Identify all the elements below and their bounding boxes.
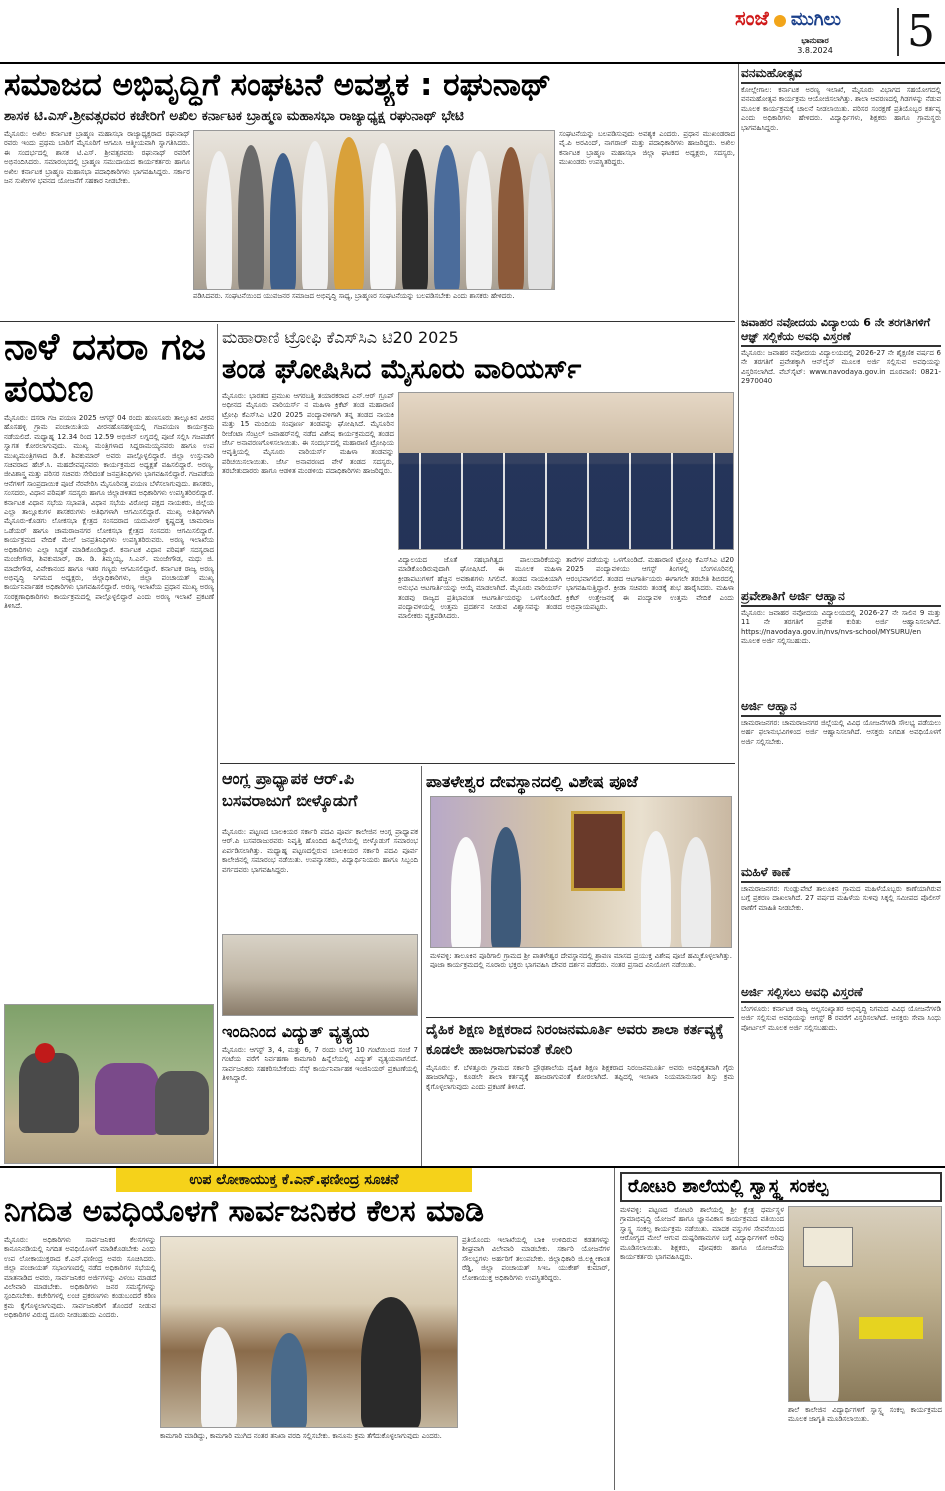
admission-body: ಮೈಸೂರು: ಜವಾಹರ ನವೋದಯ ವಿದ್ಯಾಲಯದಲ್ಲಿ 2026-27 ನೇ ಸಾಲಿನ 9 ಮತ್ತು 11 ನೇ ತರಗತಿಗೆ ಪ್ರವೇಶ ಕುರಿತು ಅರ್ಜಿ ಆಹ್ವಾನಿಸಲಾಗಿದೆ. https://navodaya.gov.in/nvs/nvs-school/MYSURU/en ಮೂಲಕ ಅರ್ಜಿ ಸಲ್ಲಿಸಬಹುದು. [741,609,941,646]
english-prof-headline: ಆಂಗ್ಲ ಪ್ರಾಧ್ಯಾಪಕ ಆರ್.ಪಿ ಬಸವರಾಜುಗೆ ಬೀಳ್ಕೊಡುಗೆ [222,769,358,810]
brand-logo [735,6,895,36]
missing-woman-heading: ಮಹಿಳೆ ಕಾಣೆ [741,865,941,883]
dasara-headline: ನಾಳೆ ದಸರಾ ಗಜ ಪಯಣ [4,326,207,410]
navodaya-heading: ಜವಾಹರ ನವೋದಯ ವಿದ್ಯಾಲಯ 6 ನೇ ತರಗತಿಗಳಿಗೆ ಆಜ್ಞ್ ಸಲ್ಲಿಕೆಯ ಅವಧಿ ವಿಸ್ತರಣೆ [741,316,941,347]
rotary-caption: ಶಾಲೆ ಕಾಲೇಜಿನ ವಿದ್ಯಾರ್ಥಿಗಳಿಗೆ ಸ್ವಾಸ್ಥ್ಯ ಸಂಕಲ್ಪ ಕಾರ್ಯಕ್ರಮದ ಮೂಲಕ ಜಾಗೃತಿ ಮೂಡಿಸಲಾಯಿತು. [788,1406,942,1424]
dasara-elephant-photo [4,1004,214,1164]
english-prof-body: ಮೈಸೂರು: ಪಟ್ಟಣದ ಬಾಲಕಿಯರ ಸರ್ಕಾರಿ ಪದವಿ ಪೂರ್ವ ಕಾಲೇಜಿನ ಆಂಗ್ಲ ಪ್ರಾಧ್ಯಾಪಕ ಆರ್.ಪಿ ಬಸವರಾಜುರವರು ನಿವೃತ್ತಿ ಹೊಂದಿದ ಹಿನ್ನೆಲೆಯಲ್ಲಿ ಬೀಳ್ಕೊಡುಗೆ ಸಮಾರಂಭ ಏರ್ಪಡಿಸಲಾಗಿತ್ತು. ಮಧ್ಯಾಹ್ನ ಪಟ್ಟಣದಲ್ಲಿರುವ ಬಾಲಕಿಯರ ಸರ್ಕಾರಿ ಪದವಿ ಪೂರ್ವ ಕಾಲೇಜಿನಲ್ಲಿ ಸಮಾರಂಭ ನಡೆಯಿತು. ಉಪನ್ಯಾಸಕರು, ವಿದ್ಯಾರ್ಥಿನಿಯರು ಹಾಗೂ ಸಿಬ್ಬಂದಿ ವರ್ಗದವರು ಭಾಗವಹಿಸಿದ್ದರು. [222,828,418,874]
missing-woman-body: ಚಾಮರಾಜನಗರ: ಗುಂಡ್ಲುಪೇಟೆ ತಾಲೂಕಿನ ಗ್ರಾಮದ ಮಹಿಳೆಯೊಬ್ಬರು ಕಾಣೆಯಾಗಿರುವ ಬಗ್ಗೆ ಪ್ರಕರಣ ದಾಖಲಾಗಿದೆ. 27 ವರ್ಷದ ಮಹಿಳೆಯ ಸುಳಿವು ಸಿಕ್ಕಲ್ಲಿ ಸಮೀಪದ ಪೊಲೀಸ್ ಠಾಣೆಗೆ ಮಾಹಿತಿ ನೀಡಬೇಕು. [741,885,941,912]
masthead-divider [897,8,899,56]
electricity-body: ಮೈಸೂರು: ಆಗಸ್ಟ್ 3, 4, ಮತ್ತು 6, 7 ರಂದು ಬೆಳಗ್ಗೆ 10 ಗಂಟೆಯಿಂದ ಸಂಜೆ 7 ಗಂಟೆಯ ವರೆಗೆ ನಿರ್ವಹಣಾ ಕಾಮಗಾರಿ ಹಿನ್ನೆಲೆಯಲ್ಲಿ ವಿದ್ಯುತ್ ವ್ಯತ್ಯಯವಾಗಲಿದೆ. ಸಾರ್ವಜನಿಕರು ಸಹಕರಿಸಬೇಕೆಂದು ಸೆಸ್ಕ್ ಕಾರ್ಯನಿರ್ವಾಹಕ ಇಂಜಿನಿಯರ್ ಪ್ರಕಟಣೆಯಲ್ಲಿ ತಿಳಿಸಿದ್ದಾರೆ. [222,1046,418,1083]
brand-sanje: ಸಂಜೆ [735,6,769,30]
lead-subhead: ಶಾಸಕ ಟಿ.ಎಸ್.ಶ್ರೀವತ್ಸರವರ ಕಚೇರಿಗೆ ಅಖಿಲ ಕರ್ನಾಟಕ ಬ್ರಾಹ್ಮಣ ಮಹಾಸಭಾ ರಾಜ್ಯಾಧ್ಯಕ್ಷ ರಘುನಾಥ್ ಭೇಟಿ [4,108,464,124]
vanamahotsava-heading: ವನಮಹೋತ್ಸವ [741,66,941,84]
english-prof-photo [222,934,418,1016]
lokayukta-kicker: ಉಪ ಲೋಕಾಯುಕ್ತ ಕೆ.ಎನ್.ಫಣೀಂದ್ರ ಸೂಚನೆ [116,1168,472,1192]
bottom-column-rule [614,1168,615,1490]
lead-photo [193,130,555,290]
apply-heading: ಅರ್ಜಿ ಆಹ್ವಾನ [741,699,941,717]
lokayukta-headline: ನಿಗದಿತ ಅವಧಿಯೊಳಗೆ ಸಾರ್ವಜನಿಕರ ಕೆಲಸ ಮಾಡಿ [4,1194,484,1229]
admission-heading: ಪ್ರವೇಶಾತಿಗೆ ಅರ್ಜಿ ಆಹ್ವಾನ [741,589,941,607]
rotary-headline: ರೋಟರಿ ಶಾಲೆಯಲ್ಲಿ ಸ್ವಾಸ್ಥ್ಯ ಸಂಕಲ್ಪ [628,1176,829,1197]
pe-teacher-headline: ದೈಹಿಕ ಶಿಕ್ಷಣ ಶಿಕ್ಷಕರಾದ ನಿರಂಜನಮೂರ್ತಿ ಅವರು ಶಾಲಾ ಕರ್ತವ್ಯಕ್ಕೆ ಕೂಡಲೇ ಹಾಜರಾಗುವಂತೆ ಕೋರಿ [426,1022,724,1058]
apply-body: ಚಾಮರಾಜನಗರ: ಚಾಮರಾಜನಗರ ಜಿಲ್ಲೆಯಲ್ಲಿ ವಿವಿಧ ಯೋಜನೆಗಳಡಿ ಸೌಲಭ್ಯ ಪಡೆಯಲು ಅರ್ಹ ಫಲಾನುಭವಿಗಳಿಂದ ಅರ್ಜಿ ಆಹ್ವಾನಿಸಲಾಗಿದೆ. ಆಸಕ್ತರು ನಿಗದಿತ ಅವಧಿಯೊಳಗೆ ಅರ್ಜಿ ಸಲ್ಲಿಸಬೇಕು. [741,719,941,746]
lead-bottom-rule [0,321,735,322]
masthead-day: ಭಾನುವಾರ [801,36,829,45]
rotary-body: ಮಳವಳ್ಳಿ: ಪಟ್ಟಣದ ರೋಟರಿ ಶಾಲೆಯಲ್ಲಿ ಶ್ರೀ ಕ್ಷೇತ್ರ ಧರ್ಮಸ್ಥಳ ಗ್ರಾಮಾಭಿವೃದ್ಧಿ ಯೋಜನೆ ಹಾಗೂ ಜ್ಞಾನವಿಕಾಸ ಕಾರ್ಯಕ್ರಮದ ವತಿಯಿಂದ ಸ್ವಾಸ್ಥ್ಯ ಸಂಕಲ್ಪ ಕಾರ್ಯಕ್ರಮ ನಡೆಯಿತು. ಮಾದಕ ವಸ್ತುಗಳ ಸೇವನೆಯಿಂದ ಆರೋಗ್ಯದ ಮೇಲೆ ಆಗುವ ದುಷ್ಪರಿಣಾಮಗಳ ಬಗ್ಗೆ ವಿದ್ಯಾರ್ಥಿಗಳಿಗೆ ಅರಿವು ಮೂಡಿಸಲಾಯಿತು. ಶಿಕ್ಷಕರು, ಪೋಷಕರು ಹಾಗೂ ಯೋಜನೆಯ ಕಾರ್ಯಕರ್ತರು ಭಾಗವಹಿಸಿದ್ದರು. [620,1206,784,1262]
lead-photo-caption: ಪಡಿಸಿದವರು. ಸಂಘಟನೆಯಿಂದ ಯುವಜನರ ಸಮಾಜದ ಅಭಿವೃದ್ಧಿ ಸಾಧ್ಯ, ಬ್ರಾಹ್ಮಣರ ಸಂಘಟನೆಯನ್ನು ಬಲಪಡಿಸಬೇಕು ಎಂದು ಶಾಸಕರು ಹೇಳಿದರು. [193,292,515,300]
warriors-body-col2: ವಿದ್ಯಾಲಯದ ಜೊತೆ ಸಹಭಾಗಿತ್ವದ ಪಾಲುದಾರಿಕೆಯನ್ನು ಮಾಡಿಕೊಂಡಿರುವುದಾಗಿ ಘೋಷಿಸಿದೆ. ಈ ಮೂಲಕ ಮಹಿಳಾ ಕ್ರೀಡಾಪಟುಗಳಿಗೆ ಹೆಚ್ಚಿನ ಅವಕಾಶಗಳು ಸಿಗಲಿವೆ. ತಂಡದ ನಾಯಕಿಯಾಗಿ ಅನುಭವಿ ಆಟಗಾರ್ತಿಯನ್ನು ಆಯ್ಕೆ ಮಾಡಲಾಗಿದೆ. ಮೈಸೂರು ವಾರಿಯರ್ಸ್ ತಂಡವು ರಾಜ್ಯದ ಪ್ರತಿಭಾವಂತ ಆಟಗಾರ್ತಿಯರನ್ನು ಒಳಗೊಂಡಿದೆ. ಪಂದ್ಯಾವಳಿಯಲ್ಲಿ ಉತ್ತಮ ಪ್ರದರ್ಶನ ನೀಡುವ ವಿಶ್ವಾಸವನ್ನು ತಂಡದ ಮಾಲೀಕರು ವ್ಯಕ್ತಪಡಿಸಿದರು. [398,556,562,621]
rotary-headline-box [620,1172,942,1202]
sun-icon [774,15,786,27]
pe-teacher-body: ಮೈಸೂರು: ಕೆ. ಬೆಳತ್ತೂರು ಗ್ರಾಮದ ಸರ್ಕಾರಿ ಪ್ರೌಢಶಾಲೆಯ ದೈಹಿಕ ಶಿಕ್ಷಣ ಶಿಕ್ಷಕರಾದ ನಿರಂಜನಮೂರ್ತಿ ಅವರು ಅನಧಿಕೃತವಾಗಿ ಗೈರು ಹಾಜರಾಗಿದ್ದು, ಕೂಡಲೇ ಶಾಲಾ ಕರ್ತವ್ಯಕ್ಕೆ ಹಾಜರಾಗುವಂತೆ ಕೋರಲಾಗಿದೆ. ತಪ್ಪಿದಲ್ಲಿ ಇಲಾಖಾ ನಿಯಮಾನುಸಾರ ಶಿಸ್ತು ಕ್ರಮ ಕೈಗೊಳ್ಳಲಾಗುವುದು ಎಂದು ಪ್ರಕಟಣೆ ತಿಳಿಸಿದೆ. [426,1064,734,1091]
lokayukta-meeting-photo [160,1236,458,1428]
warriors-bottom-rule [220,763,735,764]
lokayukta-caption: ಕಾಮಗಾರಿ ಮಾಡಿದ್ದು, ಕಾಮಗಾರಿ ಮುಗಿದ ನಂತರ ತನಿಖಾ ವರದಿ ಸಲ್ಲಿಸಬೇಕು. ಕಾನೂನು ಕ್ರಮ ತೆಗೆದುಕೊಳ್ಳಲಾಗುವುದು ಎಂದರು. [160,1432,442,1440]
left-column-rule [217,324,218,1166]
middle-column-rule [421,766,422,1166]
masthead-date: 3.8.2024 [797,46,833,55]
pathaleshwara-photo [430,796,732,948]
lead-body-col4: ಸಂಘಟನೆಯನ್ನು ಬಲಪಡಿಸುವುದು ಅವಶ್ಯಕ ಎಂದರು. ಪ್ರಧಾನ ಮುಖಂಡರಾದ ವೈ.ಪಿ ಅರವಿಂದ್, ನಾಗರಾಜ್ ಮತ್ತು ಪದಾಧಿಕಾರಿಗಳು ಹಾಜರಿದ್ದರು. ಅಖಿಲ ಕರ್ನಾಟಕ ಬ್ರಾಹ್ಮಣ ಮಹಾಸಭಾ ಜಿಲ್ಲಾ ಘಟಕದ ಅಧ್ಯಕ್ಷರು, ಸದಸ್ಯರು, ಮುಖಂಡರು ಉಪಸ್ಥಿತರಿದ್ದರು. [559,130,735,167]
warriors-headline: ತಂಡ ಘೋಷಿಸಿದ ಮೈಸೂರು ವಾರಿಯರ್ಸ್ [222,354,582,385]
page-number: 5 [907,6,935,57]
navodaya-body: ಮೈಸೂರು: ಜವಾಹರ ನವೋದಯ ವಿದ್ಯಾಲಯದಲ್ಲಿ 2026-27 ನೇ ಶೈಕ್ಷಣಿಕ ವರ್ಷದ 6 ನೇ ತರಗತಿಗೆ ಪ್ರವೇಶಕ್ಕಾಗಿ ಆನ್‌ಲೈನ್ ಮೂಲಕ ಅರ್ಜಿ ಸಲ್ಲಿಸುವ ಅವಧಿಯನ್ನು ವಿಸ್ತರಿಸಲಾಗಿದೆ. ವೆಬ್‌ಸೈಟ್: www.navodaya.gov.in ದೂರವಾಣಿ: 0821-2970040 [741,349,941,386]
rotary-photo [788,1206,942,1402]
pathaleshwara-headline: ಪಾತಳೇಶ್ವರ ದೇವಸ್ಥಾನದಲ್ಲಿ ವಿಶೇಷ ಪೂಜೆ [426,772,638,791]
lead-body-col1: ಮೈಸೂರು: ಅಖಿಲ ಕರ್ನಾಟಕ ಬ್ರಾಹ್ಮಣ ಮಹಾಸಭಾ ರಾಜ್ಯಾಧ್ಯಕ್ಷರಾದ ರಘುನಾಥ್ ರವರು ಇಂದು ಪ್ರಥಮ ಬಾರಿಗೆ ಮೈಸೂರಿಗೆ ಆಗಮಿಸಿ ಆತ್ಮೀಯವಾಗಿ ಸ್ವಾಗತಿಸಿದರು. ಈ ಸಂದರ್ಭದಲ್ಲಿ ಶಾಸಕ ಟಿ.ಎಸ್. ಶ್ರೀವತ್ಸರವರು ರಘುನಾಥ್ ರವರಿಗೆ ಅಭಿನಂದಿಸಿದರು. ಸಮಾರಂಭದಲ್ಲಿ ಬ್ರಾಹ್ಮಣ ಸಮುದಾಯದ ಕಾರ್ಯಕರ್ತರು ಹಾಗೂ ಅಖಿಲ ಕರ್ನಾಟಕ ಬ್ರಾಹ್ಮಣ ಮಹಾಸಭಾ ಪದಾಧಿಕಾರಿಗಳು ಭಾಗವಹಿಸಿದ್ದರು. ಸರ್ಕಾರ ಜನ ಸುಖೀಗಳ ಭವನದ ಯೋಜನೆಗೆ ಸಹಕಾರ ನೀಡಬೇಕು. [4,130,190,186]
warriors-kicker: ಮಹಾರಾಣಿ ಟ್ರೋಫಿ ಕೆಎಸ್‌ಸಿಎ ಟಿ20 2025 [222,328,459,347]
warriors-body-col3: ತಾರೆಗಳ ಪಡೆಯನ್ನು ಒಳಗೊಂಡಿದೆ. ಮಹಾರಾಣಿ ಟ್ರೋಫಿ ಕೆಎಸ್‌ಸಿಎ ಟಿ20 2025 ಪಂದ್ಯಾವಳಿಯು ಆಗಸ್ಟ್ ತಿಂಗಳಲ್ಲಿ ಬೆಂಗಳೂರಿನಲ್ಲಿ ಆರಂಭವಾಗಲಿದೆ. ತಂಡದ ಆಟಗಾರ್ತಿಯರು ಈಗಾಗಲೇ ತರಬೇತಿ ಶಿಬಿರದಲ್ಲಿ ಭಾಗವಹಿಸುತ್ತಿದ್ದಾರೆ. ಕ್ರೀಡಾ ಸಚಿವರು ತಂಡಕ್ಕೆ ಶುಭ ಹಾರೈಸಿದರು. ಮಹಿಳಾ ಕ್ರಿಕೆಟ್ ಉತ್ತೇಜನಕ್ಕೆ ಈ ಪಂದ್ಯಾವಳಿ ಉತ್ತಮ ವೇದಿಕೆ ಎಂದು ಅಭಿಪ್ರಾಯಪಟ್ಟರು. [566,556,734,612]
brand-mugilu: ಮುಗಿಲು [790,9,841,30]
lokayukta-body-col1: ಮೈಸೂರು: ಅಧಿಕಾರಿಗಳು ಸಾರ್ವಜನಿಕರ ಕೆಲಸಗಳನ್ನು ಕಾನೂನಿನಡಿಯಲ್ಲಿ ನಿಗದಿತ ಅವಧಿಯೊಳಗೆ ಮಾಡಿಕೊಡಬೇಕು ಎಂದು ಉಪ ಲೋಕಾಯುಕ್ತರಾದ ಕೆ.ಎನ್.ಫಣೀಂದ್ರ ಅವರು ಸೂಚಿಸಿದರು. ಜಿಲ್ಲಾ ಪಂಚಾಯತ್ ಸಭಾಂಗಣದಲ್ಲಿ ನಡೆದ ಅಧಿಕಾರಿಗಳ ಸಭೆಯಲ್ಲಿ ಮಾತನಾಡಿದ ಅವರು, ಸಾರ್ವಜನಿಕರ ಅರ್ಜಿಗಳನ್ನು ವಿಳಂಬ ಮಾಡದೆ ವಿಲೇವಾರಿ ಮಾಡಬೇಕು. ಅಧಿಕಾರಿಗಳು ಜನರ ಸಮಸ್ಯೆಗಳನ್ನು ಸ್ಪಂದಿಸಬೇಕು. ಕಚೇರಿಗಳಲ್ಲಿ ಲಂಚ ಪ್ರಕರಣಗಳು ಕಂಡುಬಂದರೆ ಕಠಿಣ ಕ್ರಮ ಕೈಗೊಳ್ಳಲಾಗುವುದು. ಸಾರ್ವಜನಿಕರಿಗೆ ತೊಂದರೆ ನೀಡುವ ಅಧಿಕಾರಿಗಳ ವಿರುದ್ಧ ದೂರು ನೀಡಬಹುದು ಎಂದರು. [4,1236,156,1320]
sidebar-rule [738,64,739,1166]
masthead [735,4,941,60]
pathaleshwara-bottom-rule [426,1017,734,1018]
warriors-body-col1: ಮೈಸೂರು: ಭಾರತದ ಪ್ರಮುಖ ಆಗರಬತ್ತಿ ತಯಾರಕರಾದ ಎನ್.ಆರ್ ಗ್ರೂಪ್ ಅಧೀನದ ಮೈಸೂರು ವಾರಿಯರ್ಸ್ ನ ಮಹಿಳಾ ಕ್ರಿಕೆಟ್ ತಂಡ ಮಹಾರಾಣಿ ಟ್ರೋಫಿ ಕೆಎಸ್‌ಸಿಎ ಟಿ20 2025 ಪಂದ್ಯಾವಳಿಗಾಗಿ ತನ್ನ ತಂಡದ ನಾಯಕಿ ಮತ್ತು 15 ಮಂದಿಯ ಸಂಪೂರ್ಣ ತಂಡವನ್ನು ಘೋಷಿಸಿದೆ. ಮೈಸೂರಿನ ರೀಜೆಂಟಾ ಸೆಂಟ್ರಲ್ ಜವಾಹರ್‌ನಲ್ಲಿ ನಡೆದ ವಿಶೇಷ ಕಾರ್ಯಕ್ರಮದಲ್ಲಿ ತಂಡದ ಜೆರ್ಸಿ ಅನಾವರಣಗೊಳಿಸಲಾಯಿತು. ಈ ಸಂದರ್ಭದಲ್ಲಿ ಮಹಾರಾಣಿ ಟ್ರೋಫಿಯ ಆವೃತ್ತಿಯಲ್ಲಿ ಮೈಸೂರು ವಾರಿಯರ್ಸ್ ಮಹಿಳಾ ತಂಡವನ್ನು ಪರಿಚಯಿಸಲಾಯಿತು. ಜೆರ್ಸಿ ಅನಾವರಣದ ವೇಳೆ ತಂಡದ ಸದಸ್ಯರು, ತರಬೇತುದಾರರು ಹಾಗೂ ಆಡಳಿತ ಮಂಡಳಿಯ ಪದಾಧಿಕಾರಿಗಳು ಹಾಜರಿದ್ದರು. [222,392,394,476]
vanamahotsava-body: ಕೋಲ್ಲೇಗಾಲ: ಕರ್ನಾಟಕ ಅರಣ್ಯ ಇಲಾಖೆ, ಮೈಸೂರು ವಿಭಾಗದ ಸಹಯೋಗದಲ್ಲಿ ವನಮಹೋತ್ಸವ ಕಾರ್ಯಕ್ರಮ ಆಯೋಜಿಸಲಾಗಿತ್ತು. ಶಾಲಾ ಆವರಣದಲ್ಲಿ ಗಿಡಗಳನ್ನು ನೆಡುವ ಮೂಲಕ ಕಾರ್ಯಕ್ರಮಕ್ಕೆ ಚಾಲನೆ ನೀಡಲಾಯಿತು. ಪರಿಸರ ಸಂರಕ್ಷಣೆ ಪ್ರತಿಯೊಬ್ಬರ ಕರ್ತವ್ಯ ಎಂದು ಅಧಿಕಾರಿಗಳು ಹೇಳಿದರು. ವಿದ್ಯಾರ್ಥಿಗಳು, ಶಿಕ್ಷಕರು ಹಾಗೂ ಗ್ರಾಮಸ್ಥರು ಭಾಗವಹಿಸಿದ್ದರು. [741,86,941,132]
extension-body: ಬೆಂಗಳೂರು: ಕರ್ನಾಟಕ ರಾಜ್ಯ ಅಲ್ಪಸಂಖ್ಯಾತರ ಅಭಿವೃದ್ಧಿ ನಿಗಮದ ವಿವಿಧ ಯೋಜನೆಗಳಡಿ ಅರ್ಜಿ ಸಲ್ಲಿಸುವ ಅವಧಿಯನ್ನು ಆಗಸ್ಟ್ 8 ರವರೆಗೆ ವಿಸ್ತರಿಸಲಾಗಿದೆ. ಆಸಕ್ತರು ಸೇವಾ ಸಿಂಧು ಪೋರ್ಟಲ್ ಮೂಲಕ ಅರ್ಜಿ ಸಲ್ಲಿಸಬಹುದು. [741,1005,941,1032]
extension-heading: ಅರ್ಜಿ ಸಲ್ಲಿಸಲು ಅವಧಿ ವಿಸ್ತರಣೆ [741,985,941,1003]
dasara-body: ಮೈಸೂರು: ದಸರಾ ಗಜ ಪಯಣ 2025 ಆಗಸ್ಟ್ 04 ರಂದು ಹುಣಸೂರು ತಾಲ್ಲೂಕಿನ ವೀರನ ಹೊಸಹಳ್ಳಿ ಗ್ರಾಮ ಪಂಚಾಯಿತಿಯ ವೀರನಹೊಸಹಳ್ಳಿಯಲ್ಲಿ ಗಜಪಯಣ ಕಾರ್ಯಕ್ರಮ ನಡೆಯಲಿದೆ. ಮಧ್ಯಾಹ್ನ 12.34 ರಿಂದ 12.59 ಅಭಿಜಿನ್ ಲಗ್ನದಲ್ಲಿ ಪೂಜೆ ಸಲ್ಲಿಸಿ ಗಜಪಡೆಗೆ ಸ್ವಾಗತ ಕೋರಲಾಗುವುದು. ಮುಖ್ಯ ಮಂತ್ರಿಗಳಾದ ಸಿದ್ದರಾಮಯ್ಯನವರು ಹಾಗೂ ಉಪ ಮುಖ್ಯಮಂತ್ರಿಗಳಾದ ಡಿ.ಕೆ. ಶಿವಕುಮಾರ್ ಅವರು ಪಾಲ್ಗೊಳ್ಳಲಿದ್ದಾರೆ. ಜಿಲ್ಲಾ ಉಸ್ತುವಾರಿ ಸಚಿವರಾದ ಹೆಚ್.ಸಿ. ಮಹದೇವಪ್ಪನವರು ಕಾರ್ಯಕ್ರಮದ ಅಧ್ಯಕ್ಷತೆ ವಹಿಸಲಿದ್ದಾರೆ. ಅರಣ್ಯ, ಜೀವಿಶಾಸ್ತ್ರ ಮತ್ತು ಪರಿಸರ ಸಚಿವರು ಸೇರಿದಂತೆ ಜನಪ್ರತಿನಿಧಿಗಳು ಭಾಗವಹಿಸಲಿದ್ದಾರೆ. ಗಜಪಡೆಯ ಆನೆಗಳಿಗೆ ಸಾಂಪ್ರದಾಯಿಕ ಪೂಜೆ ನೆರವೇರಿಸಿ ಮೈಸೂರಿನತ್ತ ಪಯಣ ಬೆಳೆಸಲಾಗುವುದು. ಶಾಸಕರು, ಸಂಸದರು, ವಿಧಾನ ಪರಿಷತ್ ಸದಸ್ಯರು ಹಾಗೂ ಜಿಲ್ಲಾಡಳಿತದ ಅಧಿಕಾರಿಗಳು ಉಪಸ್ಥಿತರಿರಲಿದ್ದಾರೆ. ಕರ್ನಾಟಕ ವಿಧಾನ ಸಭೆಯ ಸಭಾಪತಿ, ವಿಧಾನ ಸಭೆಯ ವಿರೋಧ ಪಕ್ಷದ ನಾಯಕರು, ಜಿಲ್ಲೆಯ ಎಲ್ಲಾ ತಾಲ್ಲೂಕುಗಳ ಶಾಸಕರುಗಳು ಅತಿಥಿಗಳಾಗಿ ಆಗಮಿಸಲಿದ್ದಾರೆ. ಮುಖ್ಯ ಅತಿಥಿಗಳಾಗಿ ಮೈಸೂರು-ಕೊಡಗು ಲೋಕಸಭಾ ಕ್ಷೇತ್ರದ ಸಂಸದರಾದ ಯದುವೀರ್ ಕೃಷ್ಣದತ್ತ ಚಾಮರಾಜ ಒಡೆಯರ್ ಹಾಗೂ ಚಾಮರಾಜನಗರ ಲೋಕಸಭಾ ಕ್ಷೇತ್ರದ ಸಂಸದರು ಆಗಮಿಸಲಿದ್ದಾರೆ. ಕಾರ್ಯಕ್ರಮದ ವೇದಿಕೆ ಮೇಲೆ ಜನಪ್ರತಿನಿಧಿಗಳು ಉಪಸ್ಥಿತರಿರುವರು. ಅರಣ್ಯ ಇಲಾಖೆಯ ಅಧಿಕಾರಿಗಳು ಎಲ್ಲಾ ಸಿದ್ಧತೆ ಮಾಡಿಕೊಂಡಿದ್ದಾರೆ. ಕರ್ನಾಟಕ ವಿಧಾನ ಪರಿಷತ್ ಸದಸ್ಯರಾದ ಮಂಜೇಗೌಡ, ಶಿವಕುಮಾರ್, ಡಾ. ಡಿ. ತಿಮ್ಮಯ್ಯ, ಸಿ.ಎನ್. ಮಂಜೇಗೌಡ, ಮಧು ಜಿ. ಮಾದೇಗೌಡ, ವಿವೇಕಾನಂದ ಹಾಗೂ ಇತರ ಗಣ್ಯರು ಆಗಮಿಸಲಿದ್ದಾರೆ. ಕರ್ನಾಟಕ ರಾಜ್ಯ ಅರಣ್ಯ ಅಭಿವೃದ್ಧಿ ನಿಗಮದ ಅಧ್ಯಕ್ಷರು, ಜಿಲ್ಲಾಧಿಕಾರಿಗಳು, ಜಿಲ್ಲಾ ಪಂಚಾಯತ್ ಮುಖ್ಯ ಕಾರ್ಯನಿರ್ವಾಹಕ ಅಧಿಕಾರಿಗಳು ಭಾಗವಹಿಸಲಿದ್ದಾರೆ. ಅರಣ್ಯ ಇಲಾಖೆಯ ಪ್ರಧಾನ ಮುಖ್ಯ ಅರಣ್ಯ ಸಂರಕ್ಷಣಾಧಿಕಾರಿಗಳು ಕಾರ್ಯಕ್ರಮದಲ್ಲಿ ಪಾಲ್ಗೊಳ್ಳಲಿದ್ದಾರೆ ಎಂದು ಅರಣ್ಯ ಇಲಾಖೆ ಪ್ರಕಟಣೆ ತಿಳಿಸಿದೆ. [4,414,214,611]
lead-headline: ಸಮಾಜದ ಅಭಿವೃದ್ಧಿಗೆ ಸಂಘಟನೆ ಅವಶ್ಯಕ : ರಘುನಾಥ್ [4,67,551,103]
warriors-team-photo [398,392,734,550]
electricity-headline: ಇಂದಿನಿಂದ ವಿದ್ಯುತ್ ವ್ಯತ್ಯಯ [222,1022,370,1041]
sidebar [741,66,941,1166]
pathaleshwara-body: ಮಳವಳ್ಳಿ: ತಾಲೂಕಿನ ಪೂರಿಗಾಲಿ ಗ್ರಾಮದ ಶ್ರೀ ಪಾತಳೇಶ್ವರ ದೇವಸ್ಥಾನದಲ್ಲಿ ಶ್ರಾವಣ ಮಾಸದ ಪ್ರಯುಕ್ತ ವಿಶೇಷ ಪೂಜೆ ಹಮ್ಮಿಕೊಳ್ಳಲಾಗಿತ್ತು. ಪೂಜಾ ಕಾರ್ಯಕ್ರಮದಲ್ಲಿ ನೂರಾರು ಭಕ್ತರು ಭಾಗವಹಿಸಿ ದೇವರ ದರ್ಶನ ಪಡೆದರು. ನಂತರ ಪ್ರಸಾದ ವಿನಿಯೋಗ ನಡೆಯಿತು. [430,952,732,970]
lokayukta-body-col3: ಪ್ರತಿಯೊಂದು ಇಲಾಖೆಯಲ್ಲಿ ಬಾಕಿ ಉಳಿದಿರುವ ಕಡತಗಳನ್ನು ಶೀಘ್ರವಾಗಿ ವಿಲೇವಾರಿ ಮಾಡಬೇಕು. ಸರ್ಕಾರಿ ಯೋಜನೆಗಳ ಸೌಲಭ್ಯಗಳು ಅರ್ಹರಿಗೆ ತಲುಪಬೇಕು. ಜಿಲ್ಲಾಧಿಕಾರಿ ಜಿ.ಲಕ್ಷ್ಮೀಕಾಂತ ರೆಡ್ಡಿ, ಜಿಲ್ಲಾ ಪಂಚಾಯತ್ ಸಿಇಒ ಯುಕೇಶ್ ಕುಮಾರ್, ಲೋಕಾಯುಕ್ತ ಅಧಿಕಾರಿಗಳು ಉಪಸ್ಥಿತರಿದ್ದರು. [462,1236,610,1282]
